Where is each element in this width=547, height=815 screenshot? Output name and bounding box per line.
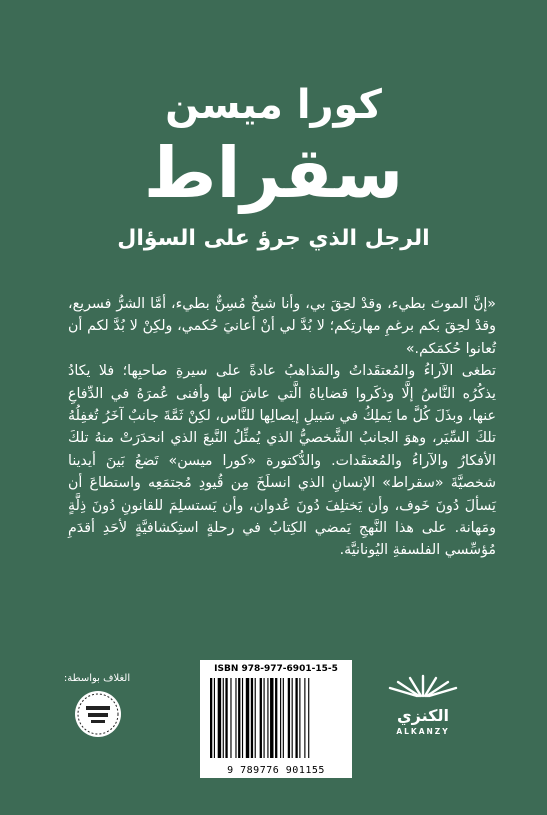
- author-name: كورا ميسن: [165, 82, 382, 128]
- blurb-quote: «إنَّ الموتَ بطيء، وقدْ لحِقَ بي، وأنا شيخٌ مُسِنٌّ بطيء، أمَّا الشرُّ فسريع، وقدْ لحِقَ بكم برغمِ مهارتِكم؛ لا بُدَّ لي أنْ أعانيَ حُكمي، ولكِنْ لا بُدَّ لكم أن تُعانوا حُكمَكم.»: [68, 296, 496, 357]
- isbn-digits: 9 789776 901155: [227, 765, 325, 776]
- designer-seal-icon: [74, 690, 122, 738]
- back-cover-blurb: [68, 293, 496, 562]
- barcode-icon: [210, 678, 342, 758]
- cover-credit: الغلاف بواسطة:: [63, 673, 131, 684]
- publisher-name-english: ALKANZY: [396, 727, 450, 736]
- isbn-label: ISBN 978-977-6901-15-5: [214, 664, 338, 674]
- publisher-logo: [368, 666, 478, 736]
- book-title: سقراط: [143, 132, 404, 214]
- book-subtitle: الرجل الذي جرؤ على السؤال: [117, 226, 430, 251]
- publisher-emblem-icon: [388, 666, 458, 700]
- blurb-description: تطغى الآراءُ والمُعتقَداتُ والمَذاهبُ عادةً على سيرةِ صاحبِها؛ فلا يكادُ يذكُرُه النَّاسُ إلَّا وذكَروا قضاياهُ الَّتي عاشَ لها وأفنى عُمرَهُ في الدِّفاعِ عنها، وبذَلَ كُلَّ ما يَملِكُ في سَبيلِ إيصالِها للنَّاس، لكِنْ ثَمَّةَ جانبٌ آخَرُ تُغفِلُهُ تلكَ السِّيَر، وهوَ الجانبُ الشَّخصيُّ الذي يُمثِّلُ النَّبعَ الذي انحدَرَتْ منهُ تلكَ الأفكارُ والآراءُ والمُعتقَدات. والدُّكتورة «كورا ميسن» تَضعُ بَينَ أيدينا شخصيَّةَ «سقراط» الإنسانِ الذي انسلَخَ مِن قُيودِ مُجتمَعِه واستطاعَ أن يَسألَ دُونَ خَوف، وأن يَختلِفَ دُونَ عُدوان، وأن يَستسلِمَ للقانونِ دُونَ ذِلَّةٍ ومَهانة. على هذا النَّهجِ يَمضي الكِتابُ في رحلةٍ استِكشافيَّةٍ لأحَدِ أقدَمِ مُؤسِّسي الفلسفةِ اليُونانيَّة.: [68, 363, 496, 559]
- publisher-name-arabic: الكنزي: [397, 706, 449, 725]
- isbn-barcode: [200, 660, 352, 778]
